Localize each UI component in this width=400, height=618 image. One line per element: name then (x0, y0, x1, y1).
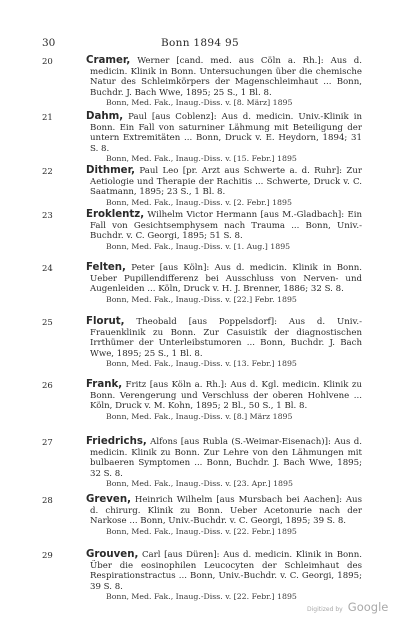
publication-line: Bonn, Med. Fak., Inaug.-Diss. v. [15. Febr.] 1895 (106, 154, 297, 163)
entry-number: 23 (42, 211, 53, 221)
author-name: Frank, (86, 379, 123, 390)
entry-text: Wilhelm Victor Hermann [aus M.-Gladbach]: Ein Fall von Gesichtsemphysem nach Trauma ... Bonn, Univ.-Buchdr. v. C. Georgi, 1895; 51 S. 8. (90, 210, 362, 241)
digitized-watermark (307, 596, 388, 615)
entry-text: Fritz [aus Köln a. Rh.]: Aus d. Kgl. medicin. Klinik zu Bonn. Verengerung und Verschluss der oberen Hohlvene ... Köln, Druck v. M. Kohn, 1895; 2 Bl., 50 S., 1 Bl. 8. (90, 380, 362, 411)
entry-text: Paul [aus Coblenz]: Aus d. medicin. Univ.-Klinik in Bonn. Ein Fall von saturniner Lähmung mit Beteiligung der untern Extremitäten ... Bonn, Druck v. E. Heydorn, 1894; 31 S. 8. (90, 112, 363, 154)
publication-line: Bonn, Med. Fak., Inaug.-Diss. v. [22.] Febr. 1895 (106, 294, 297, 304)
entry-number: 25 (42, 318, 53, 328)
author-name: Florut, (86, 316, 125, 327)
running-head: Bonn 1894 95 (161, 37, 239, 49)
entry-body (86, 56, 362, 109)
entry-number: 26 (42, 381, 53, 391)
entry-body (86, 380, 362, 422)
entry-number: 21 (42, 113, 53, 123)
author-name: Dahm, (86, 111, 124, 122)
page-number: 30 (42, 37, 56, 49)
entry-body (86, 550, 362, 603)
page-header (0, 37, 400, 51)
publication-line: Bonn, Med. Fak., Inaug.-Diss. v. [2. Febr.] 1895 (106, 197, 292, 207)
author-name: Grouven, (86, 549, 139, 560)
entry-text: Heinrich Wilhelm [aus Mursbach bei Aachen]: Aus d. chirurg. Klinik zu Bonn. Ueber Acetonurie nach der Narkose ... Bonn, Univ.-Buchdr. v. C. Georgi, 1895; 39 S. 8. (90, 495, 362, 526)
author-name: Cramer, (86, 55, 131, 66)
entry-number: 24 (42, 264, 53, 274)
entry-body (86, 437, 362, 490)
entry-text: Peter [aus Köln]: Aus d. medicin. Klinik in Bonn. Ueber Pupillendifferenz bei Ausschluss von Nerven- und Augenleiden ... Köln, Druck v. H. J. Brenner, 1886; 32 S. 8. (90, 263, 362, 294)
publication-line: Bonn, Med. Fak., Inaug.-Diss. v. [23. Apr.] 1895 (106, 479, 293, 488)
entry-body (86, 210, 362, 252)
author-name: Felten, (86, 262, 126, 273)
author-name: Greven, (86, 494, 131, 505)
entry-number: 27 (42, 438, 53, 448)
entry-body (86, 495, 362, 537)
entry-text: Paul Leo [pr. Arzt aus Schwerte a. d. Ruhr]: Zur Aetiologie und Therapie der Rachitis ... Schwerte, Druck v. C. Saatmann, 1895; 23 S., 1 Bl. 8. (90, 166, 363, 197)
entry-text: Alfons [aus Rubla (S.-Weimar-Eisenach)]: Aus d. medicin. Klinik zu Bonn. Zur Lehre von den Lähmungen mit bulbaeren Symptomen ... Bonn, Buchdr. J. Bach Wwe, 1895; 32 S. 8. (90, 437, 362, 479)
watermark-prefix: Digitized by (307, 606, 343, 613)
entry-text: Werner [cand. med. aus Cöln a. Rh.]: Aus d. medicin. Klinik in Bonn. Untersuchungen über die chemische Natur des Schleimkörpers der Magenschleimhaut ... Bonn, Buchdr. J. Bach Wwe, 1895; 25 S., 1 Bl. 8. (90, 56, 362, 98)
publication-line: Bonn, Med. Fak., Inaug.-Diss. v. [1. Aug.] 1895 (106, 241, 291, 251)
entry-body (86, 166, 362, 208)
author-name: Eroklentz, (86, 209, 145, 220)
publication-line: Bonn, Med. Fak., Inaug.-Diss. v. [8. März] 1895 (106, 98, 293, 107)
publication-line: Bonn, Med. Fak., Inaug.-Diss. v. [22. Febr.] 1895 (106, 526, 297, 536)
entry-number: 22 (42, 167, 53, 177)
publication-line: Bonn, Med. Fak., Inaug.-Diss. v. [22. Febr.] 1895 (106, 592, 297, 601)
publication-line: Bonn, Med. Fak., Inaug.-Diss. v. [13. Febr.] 1895 (106, 359, 297, 368)
entry-text: Carl [aus Düren]: Aus d. medicin. Klinik in Bonn. Über die eosinophilen Leucocyten der Schleimhaut des Respirationstractus ... Bonn, Univ.-Buchdr. v. C. Georgi, 1895; 39 S. 8. (90, 550, 362, 592)
entry-text: Theobald [aus Poppelsdorf]: Aus d. Univ.-Frauenklinik zu Bonn. Zur Casuistik der diagnostischen Irrthümer der Unterleibstumoren ... Bonn, Buchdr. J. Bach Wwe, 1895; 25 S., 1 Bl. 8. (90, 317, 362, 359)
entry-body (86, 112, 362, 165)
entry-body (86, 263, 362, 305)
entry-body (86, 317, 362, 370)
entry-number: 20 (42, 57, 53, 67)
entry-number: 29 (42, 551, 53, 561)
author-name: Friedrichs, (86, 436, 147, 447)
entry-number: 28 (42, 496, 53, 506)
publication-line: Bonn, Med. Fak., Inaug.-Diss. v. [8.] März 1895 (106, 411, 293, 421)
author-name: Dithmer, (86, 165, 135, 176)
google-logo: Google (347, 600, 389, 614)
